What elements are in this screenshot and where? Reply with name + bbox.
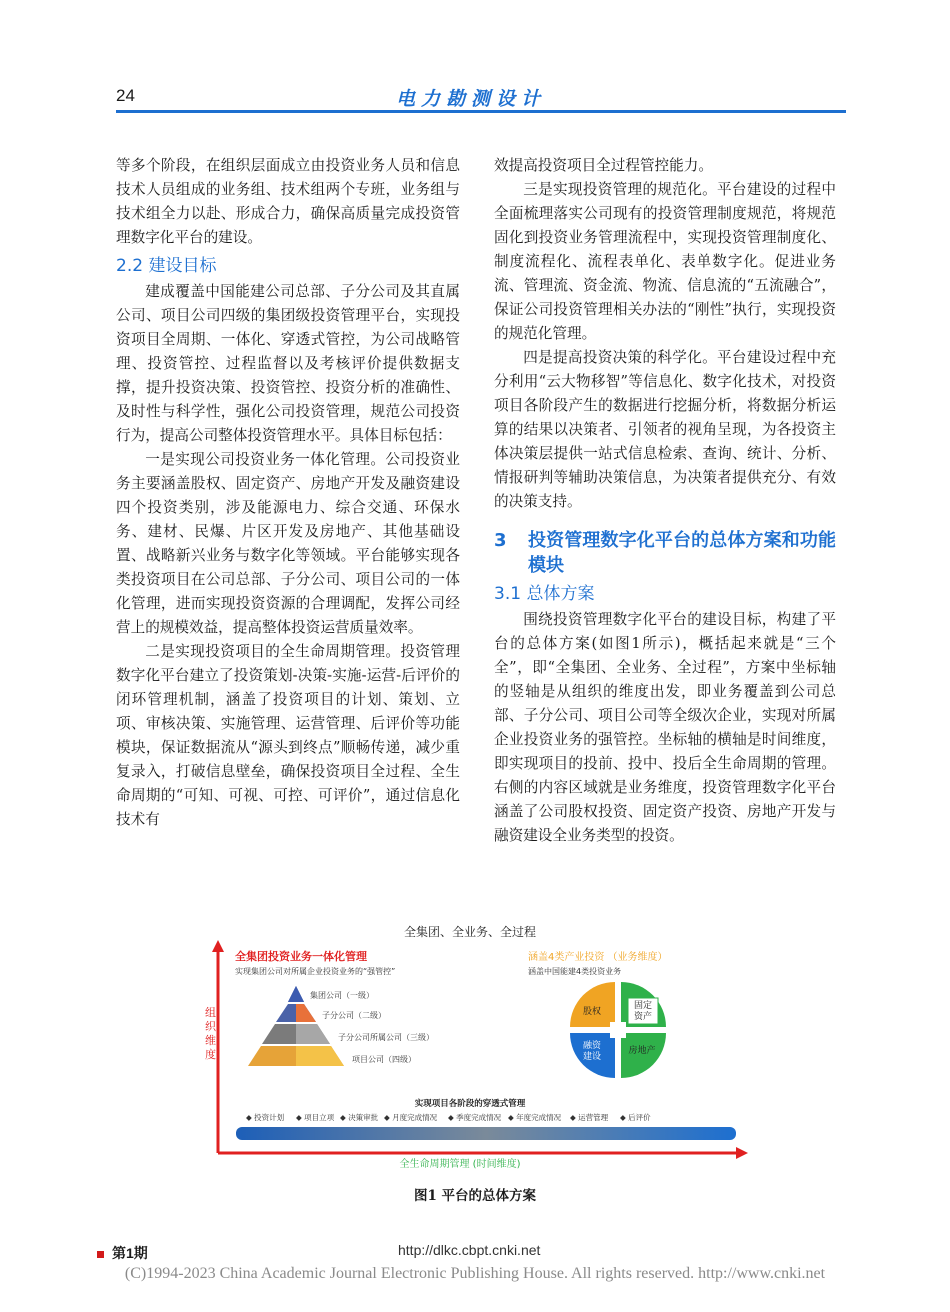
- footer-url[interactable]: http://dlkc.cbpt.cnki.net: [398, 1242, 541, 1258]
- timeline-item: ◆ 月度完成情况: [384, 1113, 438, 1122]
- right-subtitle: 涵盖中国能建4类投资业务: [528, 967, 622, 976]
- left-title: 全集团投资业务一体化管理: [235, 950, 367, 963]
- quadrant-label-fixed-1: 固定: [633, 1001, 653, 1011]
- timeline-item: ◆ 季度完成情况: [448, 1113, 502, 1122]
- timeline-item-text: 年度完成情况: [516, 1113, 562, 1122]
- figure-svg: [200, 918, 760, 1176]
- timeline-title: 实现项目各阶段的穿透式管理: [414, 1099, 526, 1109]
- figure-platform-scheme: [200, 918, 760, 1176]
- paragraph: 效提高投资项目全过程管控能力。: [494, 157, 713, 174]
- pyramid-label-1: 集团公司（一级）: [310, 991, 374, 1000]
- pyramid-label-2: 子分公司（二级）: [322, 1011, 386, 1020]
- paragraph: 四是提高投资决策的科学化。平台建设过程中充分利用“云大物移智”等信息化、数字化技术，对投资项目各阶段产生的数据进行挖掘分析，将数据分析运算的结果以决策者、引领者的视角呈现，为各投资主体决策层提供一站式信息检索、查询、统计、分析、情报研判等辅助决策信息，为决策者提供充分、有效的决策支持。: [494, 349, 836, 510]
- quadrant-label-fixed-2: 资产: [633, 1012, 653, 1022]
- copyright-notice: (C)1994-2023 China Academic Journal Electronic Publishing House. All rights reserved. http://www.cnki.net: [124, 1265, 826, 1282]
- right-column: [494, 154, 836, 848]
- timeline-item: ◆ 投资计划: [246, 1113, 285, 1122]
- figure-caption: 图1 平台的总体方案: [413, 1188, 537, 1204]
- journal-name: 电力勘测设计: [395, 88, 546, 110]
- timeline-bar: [236, 1127, 736, 1140]
- section-heading-3-1: 3.1 总体方案: [494, 584, 595, 604]
- right-title: 涵盖4类产业投资 （业务维度）: [528, 952, 668, 963]
- section-heading-2-2: 2.2 建设目标: [116, 256, 217, 276]
- quadrant-label: 股权: [582, 1007, 602, 1017]
- timeline-item: ◆ 决策审批: [340, 1113, 379, 1122]
- footer-square-icon: [97, 1251, 104, 1258]
- timeline-item-text: 投资计划: [254, 1113, 285, 1122]
- paragraph: 一是实现公司投资业务一体化管理。公司投资业务主要涵盖股权、固定资产、房地产开发及融资建设四个投资类别，涉及能源电力、综合交通、环保水务、建材、民爆、片区开发及房地产、其他基础设置、战略新兴业务与数字化等领域。平台能够实现各类投资项目在公司总部、子分公司、项目公司的一体化管理，进而实现投资资源的合理调配，发挥公司经营上的规模效益，提高整体投资运营质量效率。: [116, 451, 460, 636]
- timeline-item-text: 项目立项: [304, 1113, 335, 1122]
- quadrant-label-fin-2: 建设: [582, 1052, 602, 1062]
- timeline-item-text: 月度完成情况: [392, 1113, 438, 1122]
- y-axis-label-char: 维: [205, 1034, 216, 1047]
- issue-text: 第1期: [112, 1245, 148, 1261]
- timeline-item: ◆ 年度完成情况: [508, 1113, 562, 1122]
- section-number: 3: [494, 530, 507, 551]
- paragraph: 建成覆盖中国能建公司总部、子分公司及其直属公司、项目公司四级的集团级投资管理平台，实现投资项目全周期、一体化、穿透式管控，为公司战略管理、投资管控、过程监督以及考核评价提供数据支撑，提升投资决策、投资管控、投资分析的准确性、及时性与科学性，强化公司投资管理，规范公司投资行为，提高公司整体投资管理水平。具体目标包括：: [116, 283, 460, 444]
- page-number: 24: [116, 86, 135, 105]
- x-axis-label: 全生命周期管理 (时间维度): [399, 1159, 521, 1170]
- paragraph: 二是实现投资项目的全生命周期管理。投资管理数字化平台建立了投资策划-决策-实施-运营-后评价的闭环管理机制，涵盖了投资项目的计划、策划、立项、审核决策、实施管理、运营管理、后评价等功能模块，保证数据流从“源头到终点”顺畅传递，减少重复录入，打破信息壁垒，确保投资项目全过程、全生命周期的“可知、可视、可控、可评价”，通过信息化技术有: [116, 643, 460, 828]
- quadrant-label-fin-1: 融资: [582, 1041, 602, 1051]
- y-axis-label-char: 组: [205, 1006, 216, 1019]
- left-subtitle: 实现集团公司对所属企业投资业务的“强管控”: [235, 967, 396, 976]
- timeline-item-text: 季度完成情况: [456, 1113, 502, 1122]
- pyramid-label-3: 子分公司所属公司（三级）: [338, 1033, 434, 1042]
- y-axis-label-char: 织: [205, 1020, 216, 1033]
- timeline-item-text: 运营管理: [578, 1113, 609, 1122]
- timeline-item-text: 后评价: [628, 1113, 651, 1122]
- left-column: [116, 154, 460, 832]
- paragraph: 围绕投资管理数字化平台的建设目标，构建了平台的总体方案(如图1所示)，概括起来就是“三个全”，即“全集团、全业务、全过程”，方案中坐标轴的竖轴是从组织的维度出发，即业务覆盖到公司总部、子分公司、项目公司等全级次企业，实现对所属企业投资业务的强管控。坐标轴的横轴是时间维度，即实现项目的投前、投中、投后全生命周期的管理。右侧的内容区域就是业务维度，投资管理数字化平台涵盖了公司股权投资、固定资产投资、房地产开发与融资建设全业务类型的投资。: [494, 611, 836, 844]
- y-axis-label: [205, 1006, 217, 1061]
- timeline-item-text: 决策审批: [348, 1113, 379, 1122]
- paragraph: 等多个阶段，在组织层面成立由投资业务人员和信息技术人员组成的业务组、技术组两个专班，业务组与技术组全力以赴、形成合力，确保高质量完成投资管理数字化平台的建设。: [116, 157, 460, 246]
- timeline-item: ◆ 项目立项: [296, 1113, 335, 1122]
- section-heading-3: [494, 528, 836, 578]
- footer-issue: [97, 1243, 148, 1263]
- fig-top-title: 全集团、全业务、全过程: [403, 925, 537, 939]
- header-rule: [116, 110, 846, 113]
- quadrant-label: 房地产: [628, 1046, 656, 1056]
- pyramid-label-4: 项目公司（四级）: [352, 1055, 416, 1064]
- timeline-item: ◆ 运营管理: [570, 1113, 609, 1122]
- y-axis-label-char: 度: [205, 1048, 216, 1061]
- paragraph: 三是实现投资管理的规范化。平台建设的过程中全面梳理落实公司现有的投资管理制度规范，将规范固化到投资业务管理流程中，实现投资管理制度化、制度流程化、流程表单化、表单数字化。促进业务流、管理流、资金流、物流、信息流的“五流融合”，保证公司投资管理相关办法的“刚性”执行，实现投资的规范化管理。: [494, 181, 836, 342]
- timeline-item: ◆ 后评价: [620, 1113, 651, 1122]
- section-title: 投资管理数字化平台的总体方案和功能模块: [528, 530, 836, 576]
